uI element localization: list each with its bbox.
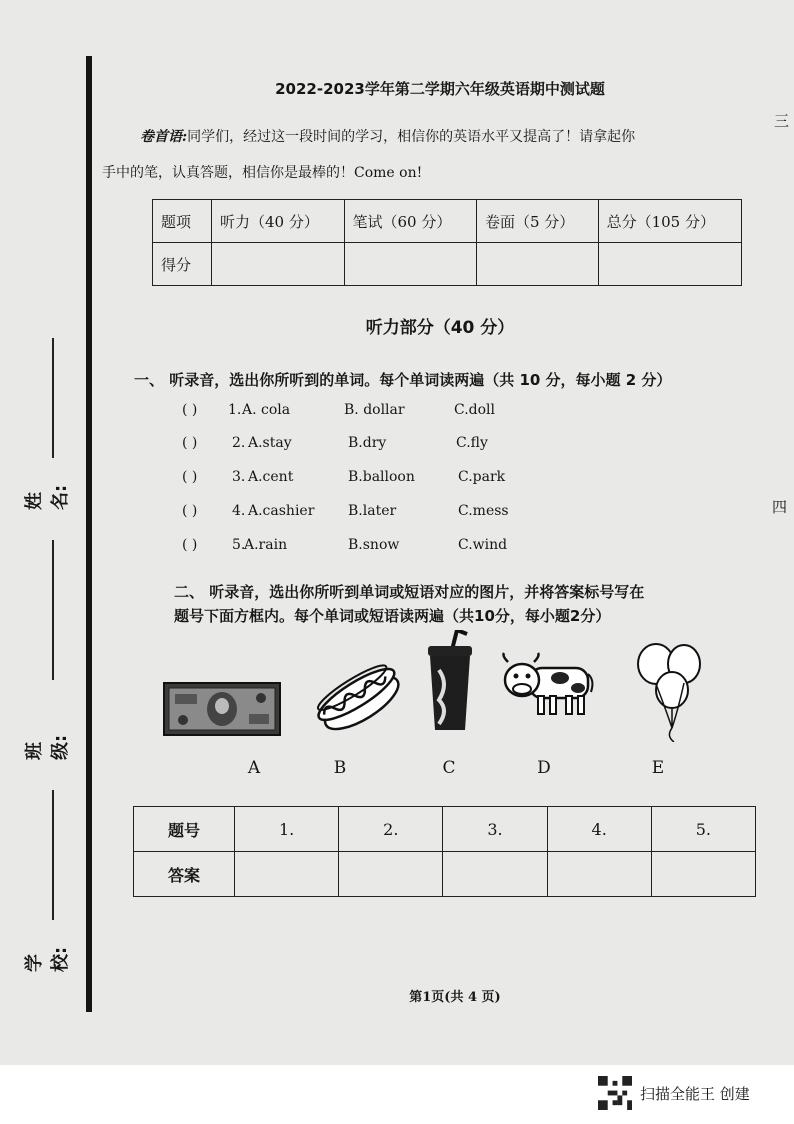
picture-label-a: A bbox=[247, 758, 261, 778]
binding-rule bbox=[86, 56, 92, 1012]
option-b: B.later bbox=[348, 503, 397, 519]
score-cell-listening[interactable] bbox=[212, 243, 345, 286]
listening-section-title: 听力部分（40 分） bbox=[365, 318, 515, 338]
answer-paren[interactable]: ( ) bbox=[182, 537, 198, 553]
answer-table-answer-row bbox=[134, 852, 756, 897]
part2-heading-line-2: 题号下面方框内。每个单词或短语读两遍（共10分，每小题2分） bbox=[174, 607, 611, 625]
picture-label-b: B bbox=[333, 758, 347, 778]
option-a: A.stay bbox=[248, 435, 292, 451]
edge-char-si: 四 bbox=[772, 498, 788, 516]
score-header-cell: 题项 bbox=[153, 200, 212, 243]
option-b: B. dollar bbox=[344, 402, 405, 418]
answer-table-answer-label: 答案 bbox=[134, 852, 235, 897]
answer-table-number-row bbox=[134, 807, 756, 852]
answer-table-number: 5. bbox=[651, 807, 755, 852]
cola-cup-icon bbox=[425, 630, 475, 732]
exam-title: 2022-2023学年第二学期六年级英语期中测试题 bbox=[275, 80, 605, 98]
answer-paren[interactable]: ( ) bbox=[182, 469, 198, 485]
option-c: C.wind bbox=[458, 537, 508, 553]
option-b: B.snow bbox=[348, 537, 400, 553]
intro-line-1 bbox=[140, 126, 760, 146]
option-a: A. cola bbox=[242, 402, 291, 418]
cow-icon bbox=[500, 652, 596, 718]
score-header-cell: 总分（105 分） bbox=[598, 200, 741, 243]
option-c: C.doll bbox=[454, 402, 496, 418]
question-number: 2. bbox=[232, 435, 246, 451]
option-b: B.dry bbox=[348, 435, 387, 451]
answer-table-num-label: 题号 bbox=[134, 807, 235, 852]
score-cell-neatness[interactable] bbox=[477, 243, 599, 286]
score-header-cell: 笔试（60 分） bbox=[344, 200, 477, 243]
hot-dog-icon bbox=[312, 654, 404, 740]
dollar-bill-icon bbox=[163, 682, 281, 736]
picture-label-e: E bbox=[651, 758, 665, 778]
answer-table-number: 2. bbox=[339, 807, 443, 852]
option-c: C.mess bbox=[458, 503, 509, 519]
answer-table-number: 3. bbox=[443, 807, 547, 852]
score-header-cell: 卷面（5 分） bbox=[477, 200, 599, 243]
option-b: B.balloon bbox=[348, 469, 415, 485]
score-cell-writing[interactable] bbox=[344, 243, 477, 286]
answer-paren[interactable]: ( ) bbox=[182, 402, 198, 418]
option-c: C.park bbox=[458, 469, 506, 485]
answer-box-5[interactable] bbox=[651, 852, 755, 897]
answer-table-number: 1. bbox=[235, 807, 339, 852]
intro-label: 卷首语: bbox=[140, 129, 188, 145]
part2-heading-line-1: 二、 听录音，选出你所听到单词或短语对应的图片，并将答案标号写在 bbox=[174, 583, 645, 601]
part1-heading: 一、 听录音，选出你所听到的单词。每个单词读两遍（共 10 分，每小题 2 分） bbox=[134, 371, 672, 389]
qr-code-icon bbox=[598, 1076, 632, 1110]
answer-paren[interactable]: ( ) bbox=[182, 435, 198, 451]
page-footer: 第1页(共 4 页) bbox=[409, 990, 501, 1005]
school-label: 学校: bbox=[24, 946, 71, 972]
question-number: 5. bbox=[232, 537, 246, 553]
answer-box-2[interactable] bbox=[339, 852, 443, 897]
answer-box-3[interactable] bbox=[443, 852, 547, 897]
picture-label-d: D bbox=[537, 758, 551, 778]
intro-line-2: 手中的笔，认真答题，相信你是最棒的！Come on! bbox=[102, 165, 423, 181]
score-header-cell: 听力（40 分） bbox=[212, 200, 345, 243]
option-a: A.cashier bbox=[248, 503, 315, 519]
edge-char-san: 三 bbox=[774, 112, 790, 130]
scanner-brand-text: 扫描全能王 创建 bbox=[640, 1085, 750, 1103]
school-blank-line bbox=[52, 790, 54, 920]
score-row-label: 得分 bbox=[153, 243, 212, 286]
answer-table bbox=[133, 806, 756, 897]
option-c: C.fly bbox=[456, 435, 488, 451]
question-number: 3. bbox=[232, 469, 246, 485]
name-label: 姓名: bbox=[24, 484, 71, 510]
score-cell-total[interactable] bbox=[598, 243, 741, 286]
option-a: A.cent bbox=[248, 469, 294, 485]
class-label: 班级: bbox=[24, 734, 71, 760]
question-number: 1. bbox=[228, 402, 242, 418]
answer-box-1[interactable] bbox=[235, 852, 339, 897]
score-table-header-row bbox=[153, 200, 742, 243]
score-table-score-row bbox=[153, 243, 742, 286]
intro-text-1: 同学们，经过这一段时间的学习，相信你的英语水平又提高了！请拿起你 bbox=[187, 129, 636, 145]
answer-paren[interactable]: ( ) bbox=[182, 503, 198, 519]
question-number: 4. bbox=[232, 503, 246, 519]
option-a: A.rain bbox=[244, 537, 288, 553]
picture-label-c: C bbox=[442, 758, 456, 778]
balloons-icon bbox=[632, 640, 706, 742]
score-table bbox=[152, 199, 742, 286]
name-blank-line bbox=[52, 338, 54, 458]
answer-box-4[interactable] bbox=[547, 852, 651, 897]
class-blank-line bbox=[52, 540, 54, 680]
answer-table-number: 4. bbox=[547, 807, 651, 852]
